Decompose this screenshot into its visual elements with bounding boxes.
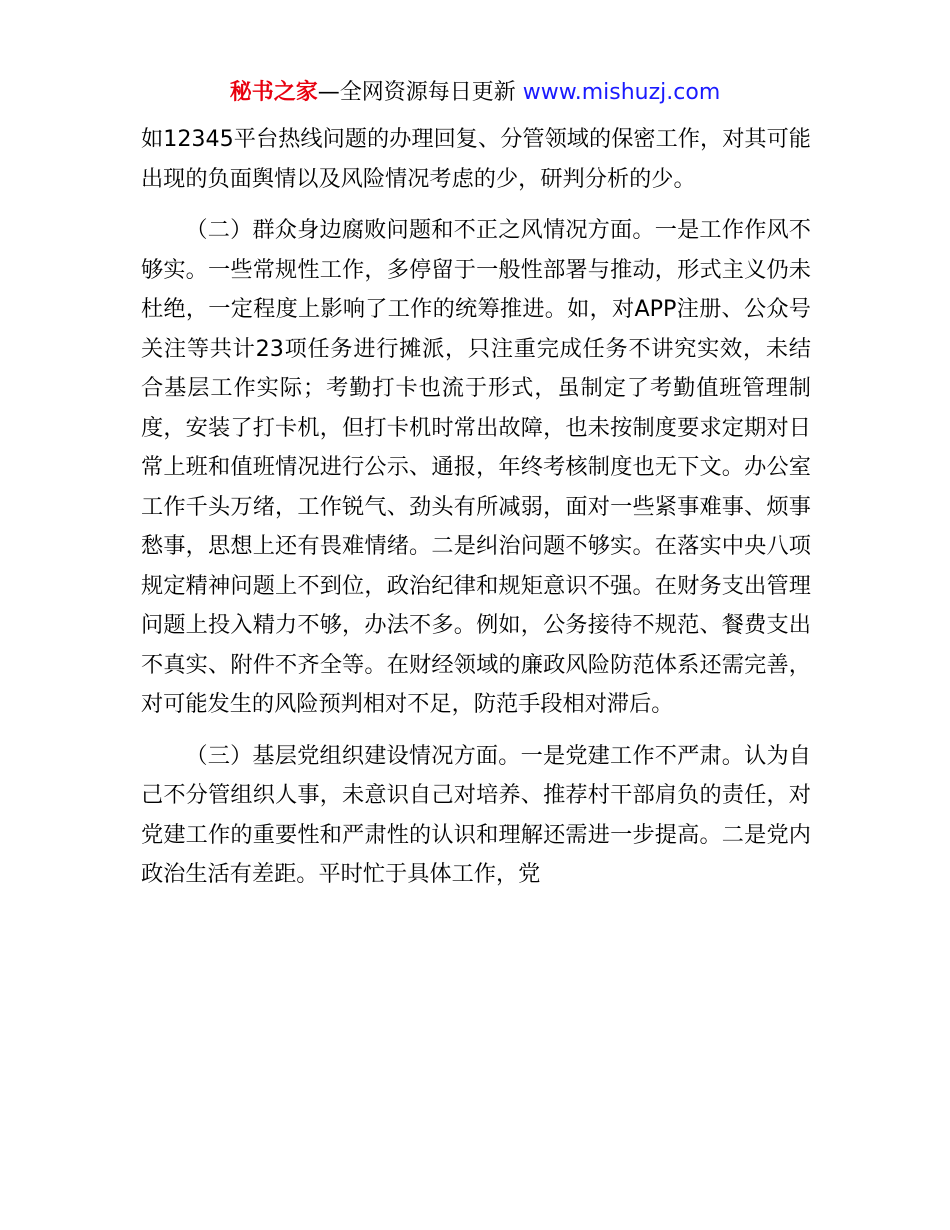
paragraph-continuation: 如12345平台热线问题的办理回复、分管领域的保密工作，对其可能出现的负面舆情以及风险情况考虑的少，研判分析的少。 [141,126,811,192]
site-url-link[interactable]: www.mishuzj.com [522,80,721,105]
brand-name: 秘书之家 [229,80,318,105]
header-tagline: —全网资源每日更新 [317,80,516,105]
page-header [0,78,950,108]
paragraph-section-three: （三）基层党组织建设情况方面。一是党建工作不严肃。认为自己不分管组织人事，未意识自己对培养、推荐村干部肩负的责任，对党建工作的重要性和严肃性的认识和理解还需进一步提高。二是党内政治生活有差距。平时忙于具体工作，党 [141,742,811,887]
document-body [141,120,811,895]
paragraph-section-two: （二）群众身边腐败问题和不正之风情况方面。一是工作作风不够实。一些常规性工作，多停留于一般性部署与推动，形式主义仍未杜绝，一定程度上影响了工作的统筹推进。如，对APP注册、公众号关注等共计23项任务进行摊派，只注重完成任务不讲究实效，未结合基层工作实际；考勤打卡也流于形式，虽制定了考勤值班管理制度，安装了打卡机，但打卡机时常出故障，也未按制度要求定期对日常上班和值班情况进行公示、通报，年终考核制度也无下文。办公室工作千头万绪，工作锐气、劲头有所减弱，面对一些紧事难事、烦事愁事，思想上还有畏难情绪。二是纠治问题不够实。在落实中央八项规定精神问题上不到位，政治纪律和规矩意识不强。在财务支出管理问题上投入精力不够，办法不多。例如，公务接待不规范、餐费支出不真实、附件不齐全等。在财经领域的廉政风险防范体系还需完善，对可能发生的风险预判相对不足，防范手段相对滞后。 [141,217,811,717]
